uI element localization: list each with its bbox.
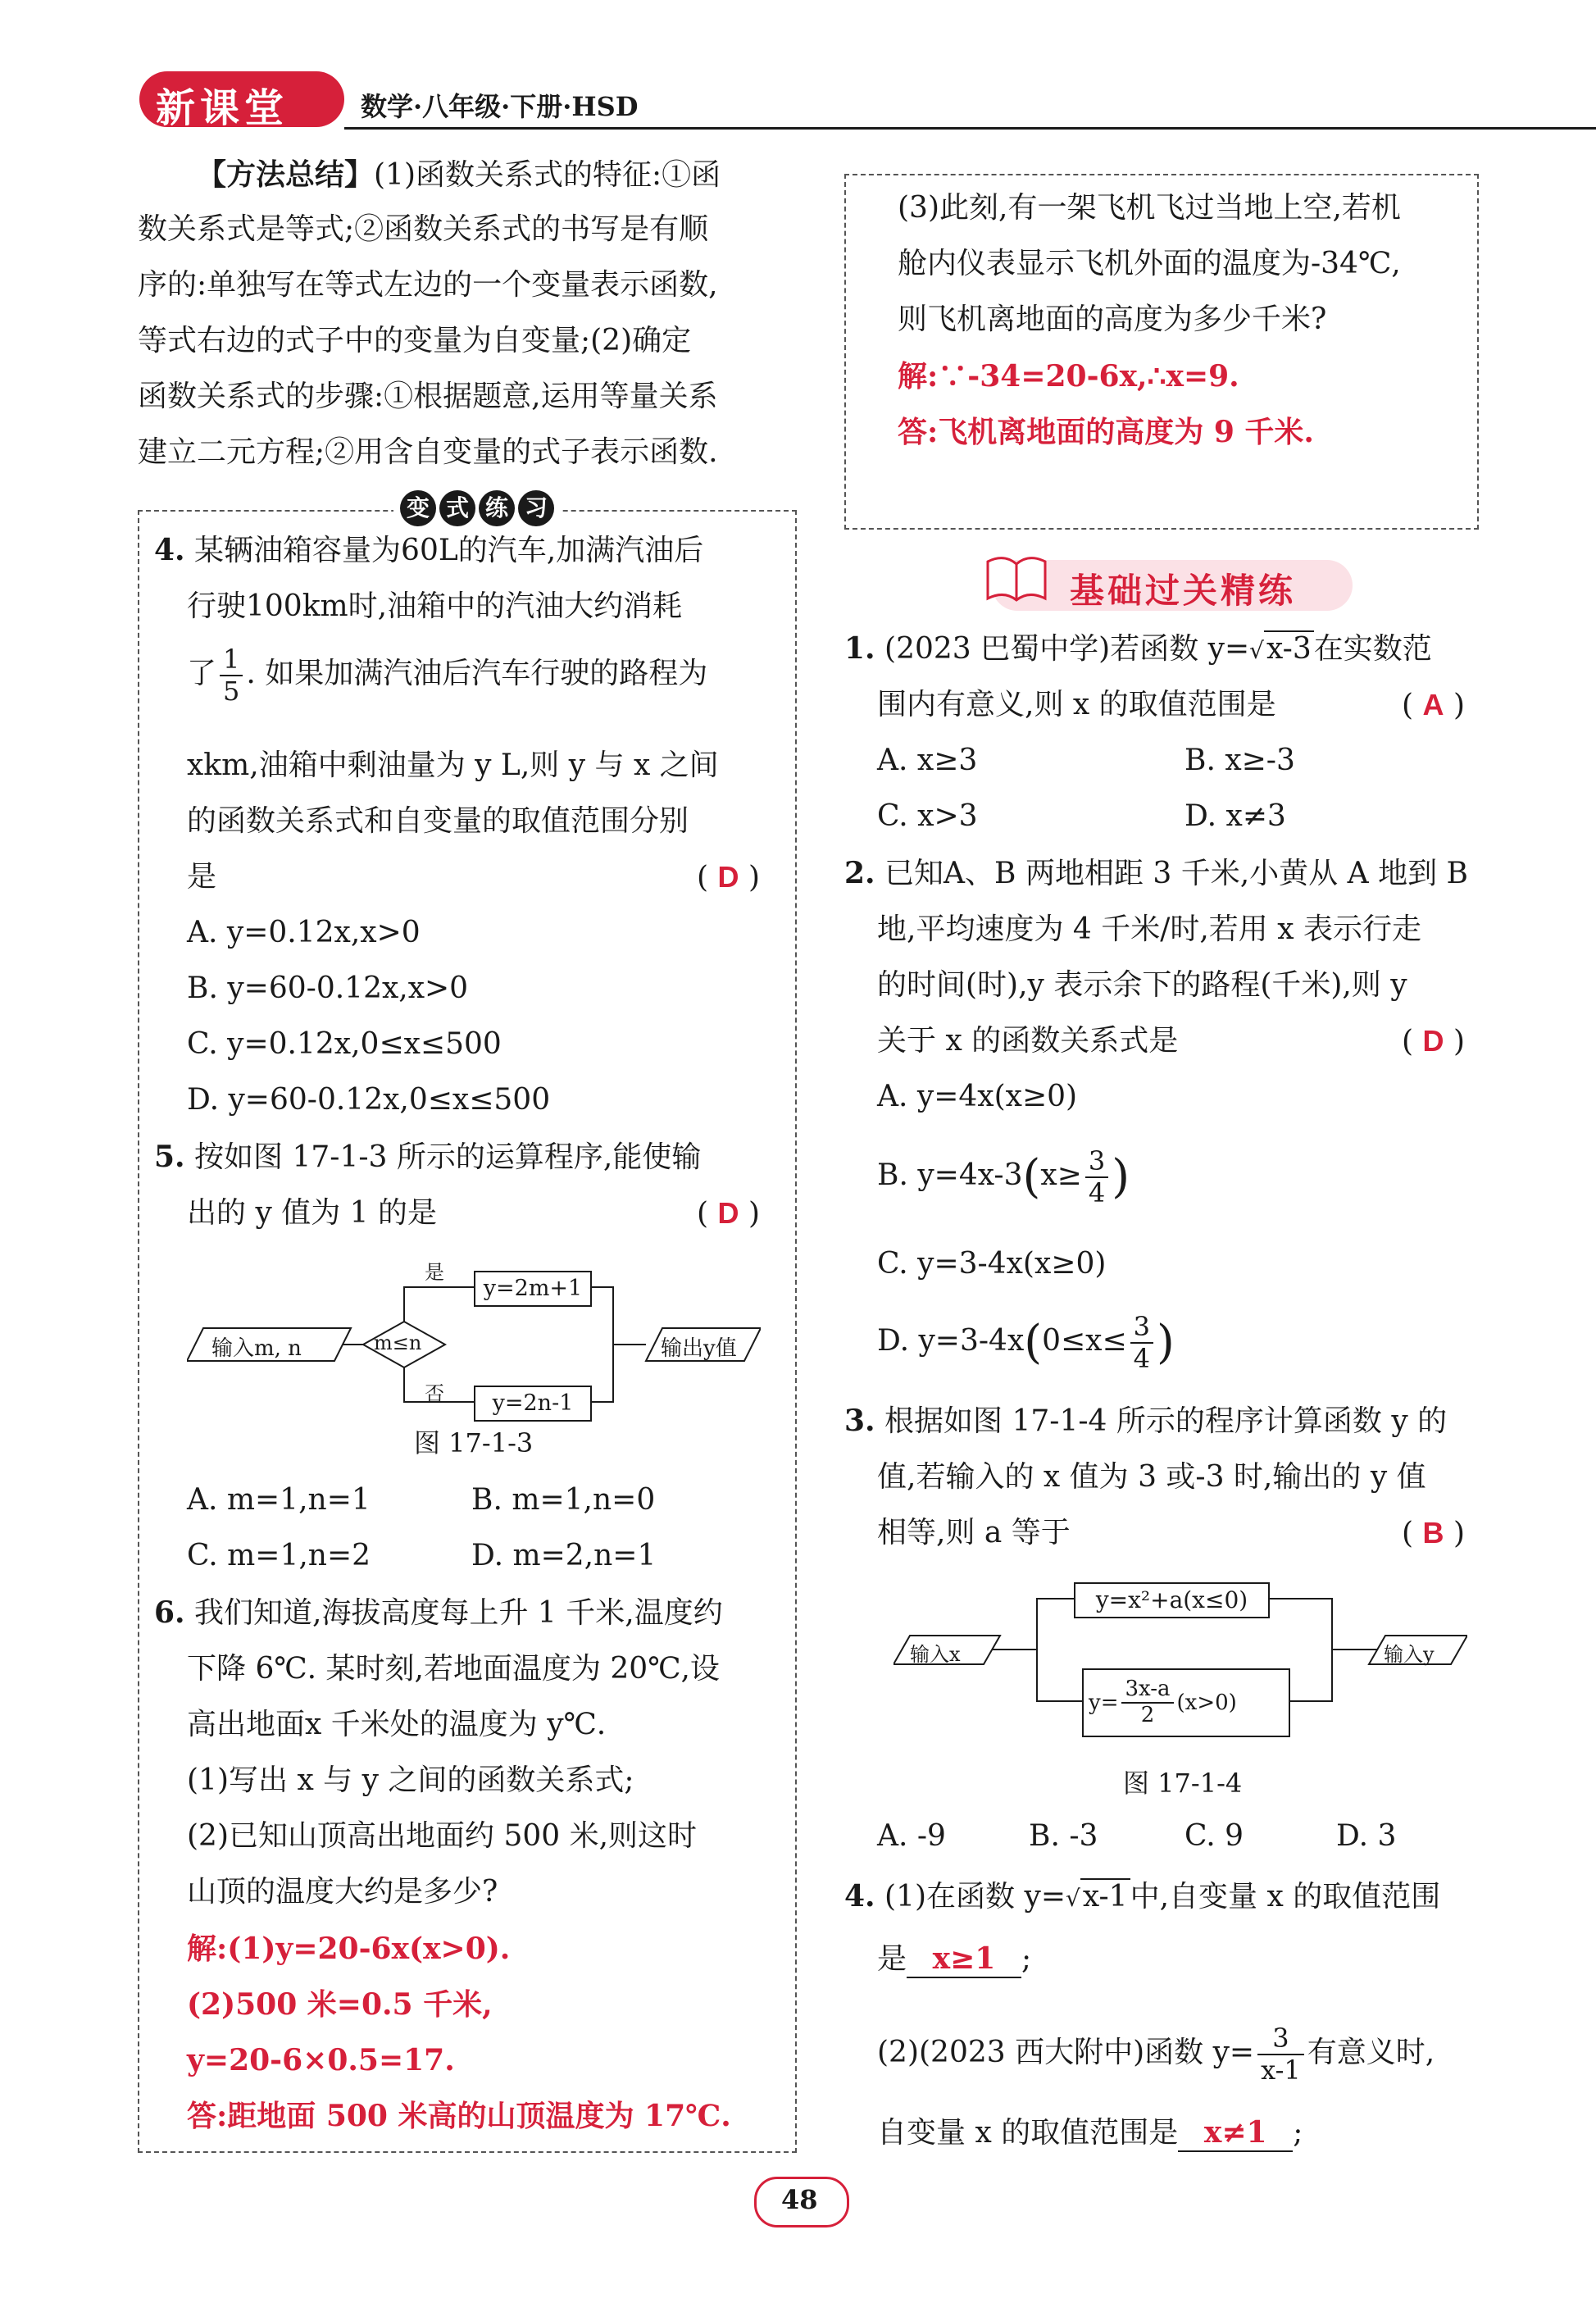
q4-answer: ( D ) <box>697 860 760 894</box>
method-line-5: 函数关系式的步骤:①根据题意,运用等量关系 <box>138 380 718 413</box>
q4-line-4: xkm,油箱中剩油量为 y L,则 y 与 x 之间 <box>187 749 719 782</box>
q6-part-2b: 山顶的温度大约是多少? <box>187 1875 498 1909</box>
banner-char: 变 <box>400 490 436 526</box>
q5-option-a: A. m=1,n=1 <box>187 1483 371 1517</box>
q4-line-2: 行驶100km时,油箱中的汽油大约消耗 <box>187 589 683 623</box>
flow-bottom-box: y=2n-1 <box>474 1386 592 1422</box>
flow-output: 输出y值 <box>661 1336 737 1361</box>
q6-solution-4: 答:距地面 500 米高的山顶温度为 17℃. <box>187 2099 731 2133</box>
b3-line-1: 3. 根据如图 17-1-4 所示的程序计算函数 y 的 <box>844 1404 1448 1438</box>
fraction: $\frac{3}{4}$ <box>1085 1146 1108 1208</box>
fraction: $\frac{3}{4}$ <box>1130 1312 1153 1374</box>
q5-option-d: D. m=2,n=1 <box>471 1539 657 1572</box>
b2-answer: ( D ) <box>1402 1024 1465 1058</box>
q6-line-2: 下降 6℃. 某时刻,若地面温度为 20℃,设 <box>187 1652 720 1686</box>
q6-part3-box <box>844 174 1479 530</box>
flow-condition: m≤n <box>374 1331 422 1354</box>
q6p3-line-3: 则飞机离地面的高度为多少千米? <box>898 303 1327 336</box>
b1-option-a: A. x≥3 <box>877 744 978 777</box>
q6-line-1: 6. 我们知道,海拔高度每上升 1 千米,温度约 <box>154 1595 723 1630</box>
header-subtitle: 数学·八年级·下册·HSD <box>361 91 639 122</box>
b4-line-1: 4. (1)在函数 y=√x-1中,自变量 x 的取值范围 <box>844 1879 1441 1913</box>
b2-line-1: 2. 已知A、B 两地相距 3 千米,小黄从 A 地到 B <box>844 856 1468 890</box>
answer-blank: x≠1 <box>1178 2115 1293 2152</box>
method-line-4: 等式右边的式子中的变量为自变量;(2)确定 <box>138 324 692 357</box>
figure-caption-17-1-3: 图 17-1-3 <box>414 1427 534 1458</box>
answer-blank: x≥1 <box>907 1941 1021 1978</box>
flow-bottom-box: y= $\frac{3x-a}{2}$ (x>0) <box>1082 1668 1290 1737</box>
q6p3-line-2: 舱内仪表显示飞机外面的温度为-34℃, <box>898 247 1401 280</box>
b1-option-d: D. x≠3 <box>1184 799 1286 833</box>
b4-line-4: 自变量 x 的取值范围是 x≠1 ; <box>877 2115 1303 2152</box>
q5-answer: ( D ) <box>697 1196 760 1231</box>
flow-no: 否 <box>425 1382 444 1405</box>
method-line-2: 数关系式是等式;②函数关系式的书写是有顺 <box>138 212 709 246</box>
q6-line-3: 高出地面x 千米处的温度为 y℃. <box>187 1708 607 1741</box>
b3-option-b: B. -3 <box>1029 1819 1098 1853</box>
practice-banner <box>393 490 561 531</box>
q5-line-1: 5. 按如图 17-1-3 所示的运算程序,能使输 <box>154 1140 702 1174</box>
flow-yes: 是 <box>425 1261 444 1284</box>
b1-line-1: 1. (2023 巴蜀中学)若函数 y=√x-3在实数范 <box>844 631 1432 666</box>
q4-line-5: 的函数关系式和自变量的取值范围分别 <box>187 804 689 838</box>
b2-line-4: 关于 x 的函数关系式是 <box>877 1024 1179 1058</box>
method-line-1: 【方法总结】(1)函数关系式的特征:①函 <box>197 157 721 192</box>
b3-line-3: 相等,则 a 等于 <box>877 1516 1071 1549</box>
fraction: $\frac{1}{5}$ <box>220 644 243 707</box>
banner-char: 习 <box>518 490 554 526</box>
method-line-6: 建立二元方程;②用含自变量的式子表示函数. <box>138 435 718 469</box>
b2-option-a: A. y=4x(x≥0) <box>877 1080 1078 1113</box>
flow-input: 输入m, n <box>211 1336 302 1361</box>
section-title: 基础过关精练 <box>1070 571 1297 610</box>
b1-answer: ( A ) <box>1402 688 1465 722</box>
banner-char: 练 <box>479 490 515 526</box>
flowchart-17-1-4 <box>893 1574 1467 1738</box>
q4-option-a: A. y=0.12x,x>0 <box>187 916 421 949</box>
b4-line-3: (2)(2023 西大附中)函数 y= $\frac{3}{x-1}$ 有意义时, <box>877 2023 1435 2086</box>
book-icon <box>984 549 1049 607</box>
q6-part-2a: (2)已知山顶高出地面约 500 米,则这时 <box>187 1819 698 1853</box>
q6-solution-2: (2)500 米=0.5 千米, <box>187 1987 493 2022</box>
q6-part-1: (1)写出 x 与 y 之间的函数关系式; <box>187 1763 634 1797</box>
b2-option-c: C. y=3-4x(x≥0) <box>877 1247 1107 1281</box>
header-rule <box>344 127 1596 130</box>
q6p3-solution-2: 答:飞机离地面的高度为 9 千米. <box>898 415 1314 449</box>
q5-option-c: C. m=1,n=2 <box>187 1539 371 1572</box>
flow-input-x: 输入x <box>910 1643 961 1666</box>
q6p3-solution-1: 解:∵-34=20-6x,∴x=9. <box>898 359 1239 394</box>
b3-option-a: A. -9 <box>877 1819 946 1853</box>
header <box>123 70 1500 135</box>
b4-line-2: 是 x≥1 ; <box>877 1941 1031 1978</box>
q4-line-1: 4. 某辆油箱容量为60L的汽车,加满汽油后 <box>154 533 704 567</box>
flow-output-y: 输入y <box>1384 1643 1435 1666</box>
b2-option-b: B. y=4x-3(x≥ $\frac{3}{4}$ ) <box>877 1145 1130 1208</box>
q5-line-2: 出的 y 值为 1 的是 <box>187 1196 438 1230</box>
q4-option-b: B. y=60-0.12x,x>0 <box>187 972 469 1005</box>
banner-char: 式 <box>439 490 475 526</box>
page-number: 48 <box>781 2184 818 2215</box>
b2-option-d: D. y=3-4x(0≤x≤ $\frac{3}{4}$ ) <box>877 1311 1175 1374</box>
flow-top-box: y=x²+a(x≤0) <box>1074 1582 1270 1618</box>
logo-text: 新课堂 <box>156 85 289 131</box>
q4-option-c: C. y=0.12x,0≤x≤500 <box>187 1027 502 1061</box>
flow-top-box: y=2m+1 <box>474 1271 592 1307</box>
q4-line-3: 了 $\frac{1}{5}$ . 如果加满汽油后汽车行驶的路程为 <box>187 644 708 707</box>
b3-line-2: 值,若输入的 x 值为 3 或-3 时,输出的 y 值 <box>877 1460 1426 1494</box>
q6-solution-1: 解:(1)y=20-6x(x>0). <box>187 1932 511 1966</box>
b1-option-c: C. x>3 <box>877 799 978 833</box>
b1-option-b: B. x≥-3 <box>1184 744 1295 777</box>
flowchart-17-1-3 <box>187 1254 761 1416</box>
b2-line-2: 地,平均速度为 4 千米/时,若用 x 表示行走 <box>877 912 1421 946</box>
b3-answer: ( B ) <box>1402 1516 1465 1550</box>
q6p3-line-1: (3)此刻,有一架飞机飞过当地上空,若机 <box>898 191 1401 225</box>
q6-solution-3: y=20-6×0.5=17. <box>187 2043 455 2077</box>
b3-option-d: D. 3 <box>1336 1819 1397 1853</box>
method-line-3: 序的:单独写在等式左边的一个变量表示函数, <box>138 268 718 302</box>
figure-caption-17-1-4: 图 17-1-4 <box>1123 1768 1243 1799</box>
b3-option-c: C. 9 <box>1184 1819 1244 1853</box>
b2-line-3: 的时间(时),y 表示余下的路程(千米),则 y <box>877 968 1407 1002</box>
fraction: $\frac{3}{x-1}$ <box>1257 2023 1304 2086</box>
q4-option-d: D. y=60-0.12x,0≤x≤500 <box>187 1083 551 1117</box>
b1-line-2: 围内有意义,则 x 的取值范围是 <box>877 688 1276 721</box>
q5-option-b: B. m=1,n=0 <box>471 1483 656 1517</box>
q4-line-6: 是 <box>187 860 217 894</box>
